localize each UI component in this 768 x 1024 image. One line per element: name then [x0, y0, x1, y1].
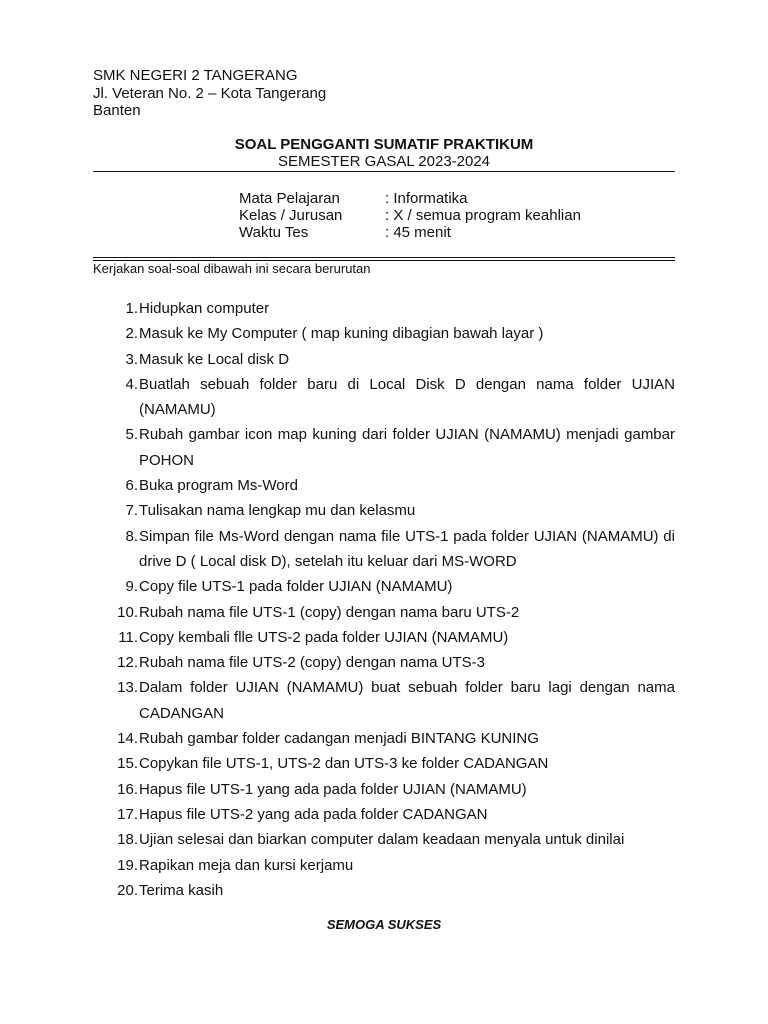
question-text: Rapikan meja dan kursi kerjamu — [139, 856, 354, 874]
question-number: 8. — [125, 527, 138, 545]
document-title: SOAL PENGGANTI SUMATIF PRAKTIKUM — [234, 136, 534, 153]
question-number: 16. — [117, 780, 138, 798]
question-item — [110, 372, 675, 423]
question-item — [110, 675, 675, 726]
question-text: Masuk ke My Computer ( map kuning dibagian bawah layar ) — [139, 325, 544, 343]
question-number: 2. — [125, 325, 138, 343]
info-label: Mata Pelajaran — [239, 190, 340, 207]
question-number: 7. — [125, 502, 138, 520]
question-text: Copy file UTS-1 pada folder UJIAN (NAMAMU) — [139, 578, 453, 596]
info-value: : X / semua program keahlian — [385, 207, 581, 224]
question-item — [110, 726, 675, 751]
question-item — [110, 751, 675, 776]
question-item — [110, 574, 675, 599]
question-number: 15. — [117, 755, 138, 773]
question-number: 11. — [118, 628, 138, 646]
question-number: 14. — [117, 730, 138, 748]
question-text: Buatlah sebuah folder baru di Local Disk D dengan nama folder UJIAN (NAMAMU) — [139, 375, 675, 419]
question-item — [110, 625, 675, 650]
question-text: Hapus file UTS-1 yang ada pada folder UJIAN (NAMAMU) — [139, 780, 527, 798]
question-item — [110, 422, 675, 473]
question-number: 6. — [125, 477, 138, 495]
info-value: : 45 menit — [385, 224, 451, 241]
question-item — [110, 827, 675, 852]
question-item — [110, 321, 675, 346]
question-text: Hapus file UTS-2 yang ada pada folder CADANGAN — [139, 805, 488, 823]
question-text: Copykan file UTS-1, UTS-2 dan UTS-3 ke folder CADANGAN — [139, 755, 549, 773]
question-text: Hidupkan computer — [139, 300, 270, 317]
closing-text: SEMOGA SUKSES — [326, 917, 442, 932]
question-number: 19. — [117, 856, 138, 874]
question-item — [110, 878, 675, 903]
question-number: 3. — [125, 350, 138, 368]
info-label: Kelas / Jurusan — [239, 207, 343, 224]
question-item — [110, 650, 675, 675]
question-text: Tulisakan nama lengkap mu dan kelasmu — [139, 502, 416, 520]
question-number: 5. — [125, 426, 138, 444]
question-text: Buka program Ms-Word — [139, 477, 298, 495]
question-item — [110, 473, 675, 498]
question-text: Rubah nama file UTS-1 (copy) dengan nama baru UTS-2 — [139, 603, 520, 621]
exam-info — [239, 190, 581, 241]
info-row-class — [239, 207, 581, 224]
question-item — [110, 600, 675, 625]
document-title-block — [93, 136, 675, 170]
question-text: Simpan file Ms-Word dengan nama file UTS-1 pada folder UJIAN (NAMAMU) di drive D ( Local disk D), setelah itu keluar dari MS-WORD — [139, 527, 675, 570]
info-label: Waktu Tes — [239, 224, 309, 241]
question-number: 9. — [125, 578, 138, 596]
question-item — [110, 347, 675, 372]
info-row-subject — [239, 190, 581, 207]
question-number: 1. — [125, 300, 138, 317]
question-number: 13. — [117, 679, 138, 697]
question-item — [110, 853, 675, 878]
question-list — [110, 296, 675, 903]
question-item — [110, 777, 675, 802]
school-name: SMK NEGERI 2 TANGERANG — [93, 67, 298, 84]
question-item — [110, 802, 675, 827]
question-item — [110, 498, 675, 523]
question-text: Dalam folder UJIAN (NAMAMU) buat sebuah folder baru lagi dengan nama CADANGAN — [139, 679, 675, 722]
question-number: 12. — [117, 654, 138, 672]
document-subtitle: SEMESTER GASAL 2023-2024 — [277, 153, 491, 170]
question-item — [110, 524, 675, 575]
question-number: 18. — [117, 831, 138, 849]
info-value: : Informatika — [385, 190, 468, 207]
double-divider-top — [93, 257, 675, 258]
question-number: 10. — [117, 603, 138, 621]
question-text: Rubah nama file UTS-2 (copy) dengan nama UTS-3 — [139, 654, 485, 672]
school-header — [93, 67, 326, 120]
question-text: Ujian selesai dan biarkan computer dalam keadaan menyala untuk dinilai — [139, 831, 625, 849]
question-text: Rubah gambar folder cadangan menjadi BINTANG KUNING — [139, 730, 539, 748]
question-text: Masuk ke Local disk D — [139, 350, 290, 368]
title-divider — [93, 171, 675, 172]
question-number: 17. — [117, 805, 138, 823]
school-address: Jl. Veteran No. 2 – Kota Tangerang — [93, 84, 327, 102]
question-text: Copy kembali flle UTS-2 pada folder UJIAN (NAMAMU) — [139, 628, 509, 646]
info-row-time — [239, 224, 581, 241]
question-number: 20. — [117, 881, 138, 899]
question-text: Rubah gambar icon map kuning dari folder UJIAN (NAMAMU) menjadi gambar POHON — [139, 426, 675, 469]
question-item — [110, 296, 675, 321]
question-number: 4. — [125, 375, 138, 393]
school-province: Banten — [93, 102, 141, 119]
instruction-text: Kerjakan soal-soal dibawah ini secara berurutan — [93, 261, 371, 276]
question-text: Terima kasih — [139, 881, 224, 899]
